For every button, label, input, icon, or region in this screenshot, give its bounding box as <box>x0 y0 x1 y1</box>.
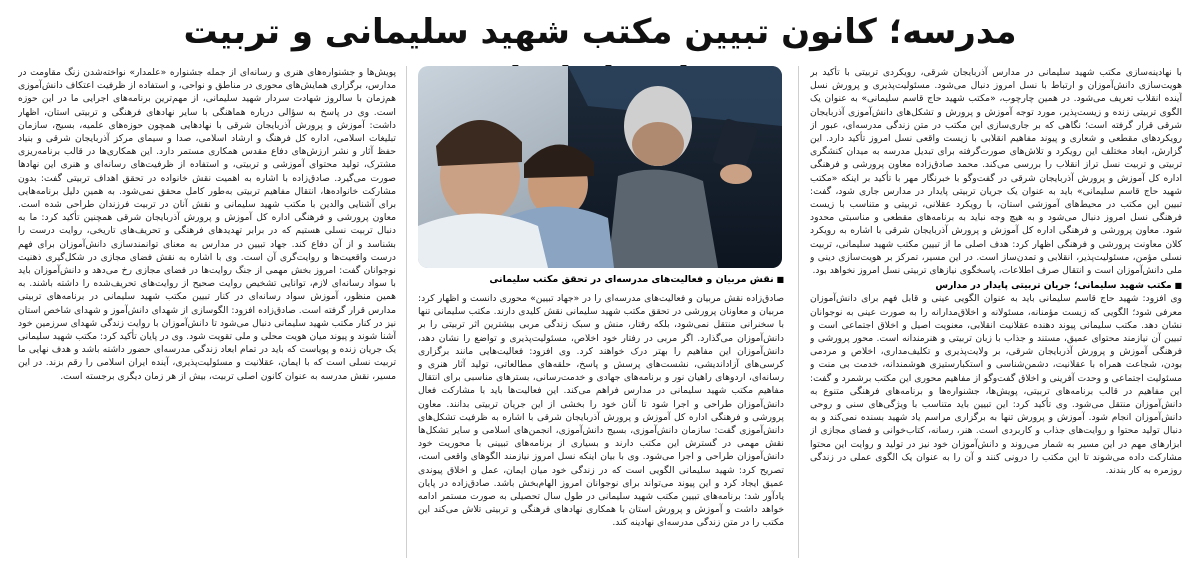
article-paragraph: صادق‌زاده نقش مربیان و فعالیت‌های مدرسه‌ای را در «جهاد تبیین» محوری دانست و اظهار کرد: مربیان و معاونان پرورشی در تحقق مکتب شهید سلیمانی نقش کلیدی دارند. مکتب سلیمانی تنها با سخنرانی منتقل نمی‌شود، بلکه رفتار، منش و سبک زندگی مربی بیشترین اثر تربیتی را بر دانش‌آموزان می‌گذارد. اگر مربی در رفتار خود اخلاص، مسئولیت‌پذیری و تواضع را نشان دهد، دانش‌آموزان این مفاهیم را بهتر درک خواهند کرد. وی افزود: فعالیت‌هایی مانند برگزاری کرسی‌های آزاداندیشی، نشست‌های پرسش و پاسخ، حلقه‌های مطالعاتی، تولید آثار هنری و رسانه‌ای، اردوهای راهیان نور و برنامه‌های جهادی و خدمت‌رسانی، بسترهای مناسبی برای انتقال مفاهیم مکتب شهید سلیمانی در مدارس فراهم می‌کند. این فعالیت‌ها باید با مشارکت فعال دانش‌آموزان طراحی و اجرا شود تا آنان خود را بخشی از این جریان تربیتی بدانند. معاون پرورشی و فرهنگی اداره کل آموزش و پرورش آذربایجان شرقی با اشاره به ظرفیت تشکل‌های دانش‌آموزی گفت: سازمان دانش‌آموزی، بسیج دانش‌آموزی، انجمن‌های اسلامی و سایر تشکل‌ها نقش مهمی در گسترش این مکتب دارند و بسیاری از برنامه‌های تبیینی با محوریت خود دانش‌آموزان طراحی و اجرا می‌شود. وی با بیان اینکه نسل امروز نیازمند الگوهای واقعی است، تصریح کرد: شهید سلیمانی الگویی است که در زندگی خود میان ایمان، عمل و اخلاق پیوندی عمیق ایجاد کرد و این پیوند می‌تواند برای نوجوانان امروز الهام‌بخش باشد. صادق‌زاده در پایان یادآور شد: برنامه‌های تبیین مکتب شهید سلیمانی در طول سال تحصیلی به صورت مستمر ادامه خواهد داشت و آموزش و پرورش استان با همکاری نهادهای فرهنگی و تربیتی تلاش می‌کند این مکتب را در متن زندگی مدرسه‌ای نهادینه کند. <box>418 293 784 529</box>
article-headline: مدرسه؛ کانون تبیین مکتب شهید سلیمانی و تربیت <box>183 12 1017 52</box>
column-divider <box>798 66 799 558</box>
article-paragraph: وی افزود: شهید حاج قاسم سلیمانی باید به عنوان الگویی عینی و قابل فهم برای دانش‌آموزان معرفی شود؛ الگویی که زیست مؤمنانه، مسئولانه و اخلاق‌مدارانه را به صورت عینی به نوجوانان نشان دهد. مکتب سلیمانی پیوند دهنده عقلانیت انقلابی، معنویت اصیل و اخلاق اجتماعی است و تبیین آن نیازمند محتوای عمیق، مستند و جذاب با زبان تربیتی و هنرمندانه است. محور پرورشی و فرهنگی آموزش و پرورش آذربایجان شرقی، بر ولایت‌پذیری و تکلیف‌مداری، اخلاص و مردمی بودن، شجاعت همراه با عقلانیت، دشمن‌شناسی و استکبارستیزی هوشمندانه، خدمت بی منت و مسئولیت اجتماعی و وحدت آفرینی و اخلاق گفت‌وگو از مفاهیم محوری این مکتب برشمرد و گفت: این مفاهیم در قالب برنامه‌های تربیتی، پویش‌ها، جشنواره‌ها و برنامه‌های فرهنگی متنوع به دانش‌آموزان منتقل می‌شود. وی تأکید کرد: این تبیین باید متناسب با ویژگی‌های سنی و روحی دانش‌آموزان انجام شود. آموزش و پرورش تنها به برگزاری مراسم یاد شهید بسنده نمی‌کند و به دنبال تولید محتوا و روایت‌های جذاب و کاربردی است. هنر، رسانه، کتاب‌خوانی و فضای مجازی از ابزارهای مهم در این مسیر به شمار می‌روند و دانش‌آموزان خود نیز در تولید و روایت این محتوا مشارکت داده می‌شوند تا این مکتب را درونی کنند و آن را به عنوان یک الگوی عملی در زندگی روزمره به کار بندند. <box>810 293 1182 477</box>
column-divider <box>406 66 407 558</box>
column-left <box>18 66 396 558</box>
article-paragraph: با نهادینه‌سازی مکتب شهید سلیمانی در مدارس آذربایجان شرقی، رویکردی تربیتی با تأکید بر هویت‌سازی دانش‌آموزان و ارتباط با نسل امروز دنبال می‌شود. مسئولیت‌پذیری و پرورش نسل آینده انقلاب تعریف می‌شود. در همین چارچوب، «مکتب شهید حاج قاسم سلیمانی» به عنوان یک الگوی تربیتی زنده و زیست‌پذیر، مورد توجه آموزش و پرورش و تشکل‌های دانش‌آموزی آذربایجان شرقی قرار گرفته است؛ نگاهی که بر جاری‌سازی این مکتب در متن زندگی مدرسه‌ای، عبور از رویکردهای مقطعی و شعاری و پیوند مفاهیم انقلابی با زیست واقعی نسل امروز تأکید دارد. این گزارش، ابعاد مختلف این رویکرد و تلاش‌های صورت‌گرفته برای تبدیل مدرسه به میدان کنشگری تربیتی و تربیت نسل تراز انقلاب را بررسی می‌کند. محمد صادق‌زاده معاون پرورشی و فرهنگی اداره کل آموزش و پرورش آذربایجان شرقی در گفت‌وگو با خبرنگار مهر با تأکید بر اینکه «مکتب شهید حاج قاسم سلیمانی» باید به عنوان یک جریان تربیتی پایدار در مدارس جاری شود، گفت: تبیین این مکتب در محیط‌های آموزشی استان، با رویکرد عقلانی، تربیتی و متناسب با زیست فرهنگی نسل امروز دنبال می‌شود و به هیچ وجه نباید به برنامه‌های مقطعی و مناسبتی محدود شود. معاون پرورشی و فرهنگی اداره کل آموزش و پرورش آذربایجان شرقی با اشاره به رویکرد کلان معاونت پرورشی و فرهنگی اظهار کرد: هدف اصلی ما از تبیین مکتب شهید سلیمانی، تربیت نسلی مؤمن، مسئولیت‌پذیر، انقلابی و تمدن‌ساز است. در این مسیر، تمرکز بر هویت‌سازی دینی و ملی دانش‌آموزان است و انتقال صرف اطلاعات، پاسخگوی نیازهای تربیتی نسل امروز نخواهد بود. <box>810 67 1182 277</box>
section-subheading: ■ مکتب شهید سلیمانی؛ جریان تربیتی پایدار در مدارس <box>810 279 1182 292</box>
column-middle <box>418 292 784 558</box>
article-photo <box>418 66 782 268</box>
column-right <box>810 66 1182 558</box>
photo-caption: ■ نقش مربیان و فعالیت‌های مدرسه‌ای در تحقق مکتب سلیمانی <box>418 272 784 288</box>
article-paragraph: پویش‌ها و جشنواره‌های هنری و رسانه‌ای از جمله جشنواره «علمدار» نواخته‌شدن زنگ مقاومت در مدارس، برگزاری همایش‌های محوری در مناطق و نواحی، و استفاده از ظرفیت اعتکاف دانش‌آموزی هم‌زمان با سالروز شهادت سردار شهید سلیمانی، از مهم‌ترین برنامه‌های اجرایی ما در این حوزه است. وی در پاسخ به سؤالی درباره هماهنگی با سایر نهادهای فرهنگی و تربیتی استان، اظهار داشت: آموزش و پرورش آذربایجان شرقی با نهادهایی همچون حوزه‌های علمیه، بسیج، سازمان تبلیغات اسلامی، اداره کل فرهنگ و ارشاد اسلامی، صدا و سیمای مرکز آذربایجان شرقی و بنیاد حفظ آثار و نشر ارزش‌های دفاع مقدس همکاری مستمر دارد. این همکاری‌ها در قالب برنامه‌ریزی مشترک، تولید محتوای آموزشی و تربیتی، و استفاده از ظرفیت‌های رسانه‌ای و هنری این نهادها صورت می‌گیرد. صادق‌زاده با اشاره به اهمیت نقش خانواده در تحقق اهداف تربیتی گفت: بدون مشارکت خانواده‌ها، انتقال مفاهیم تربیتی به‌طور کامل محقق نمی‌شود. به همین دلیل برنامه‌هایی برای آشنایی والدین با مکتب شهید سلیمانی و نقش آنان در تربیت فرزندان طراحی شده است. معاون پرورشی و فرهنگی اداره کل آموزش و پرورش آذربایجان شرقی همچنین تأکید کرد: ما به دنبال تربیت نسلی هستیم که در برابر تهدیدهای فرهنگی و تحریف‌های تاریخی، روایت درست را بشناسد و از آن دفاع کند. جهاد تبیین در مدارس به معنای توانمندسازی دانش‌آموزان برای فهم درست واقعیت‌ها و روایت‌گری آن است. وی با اشاره به نقش فضای مجازی در شکل‌گیری ذهنیت نوجوانان گفت: امروز بخش مهمی از جنگ روایت‌ها در فضای مجازی رخ می‌دهد و دانش‌آموزان باید با سواد رسانه‌ای لازم، توانایی تشخیص روایت صحیح از روایت‌های تحریف‌شده را داشته باشند. به همین منظور، آموزش سواد رسانه‌ای در کنار تبیین مکتب شهید سلیمانی در برنامه‌های تربیتی مدارس قرار گرفته است. صادق‌زاده افزود: الگوسازی از شهدای دانش‌آموز و شهدای شاخص استان نیز در کنار مکتب شهید سلیمانی دنبال می‌شود تا دانش‌آموزان با روایت زندگی شهدای سرزمین خود آشنا شوند و پیوند میان هویت محلی و ملی تقویت شود. وی در پایان تأکید کرد: مکتب شهید سلیمانی یک جریان زنده و پویاست که باید در تمام ابعاد زندگی مدرسه‌ای حضور داشته باشد و هدف نهایی ما تربیت نسلی است که با ایمان، عقلانیت و مسئولیت‌پذیری، آینده ایران اسلامی را رقم بزند. در این مسیر، نقش مدرسه به عنوان کانون اصلی تربیت، بیش از هر زمان دیگری برجسته است. <box>18 67 396 382</box>
photo-illustration <box>418 66 782 268</box>
